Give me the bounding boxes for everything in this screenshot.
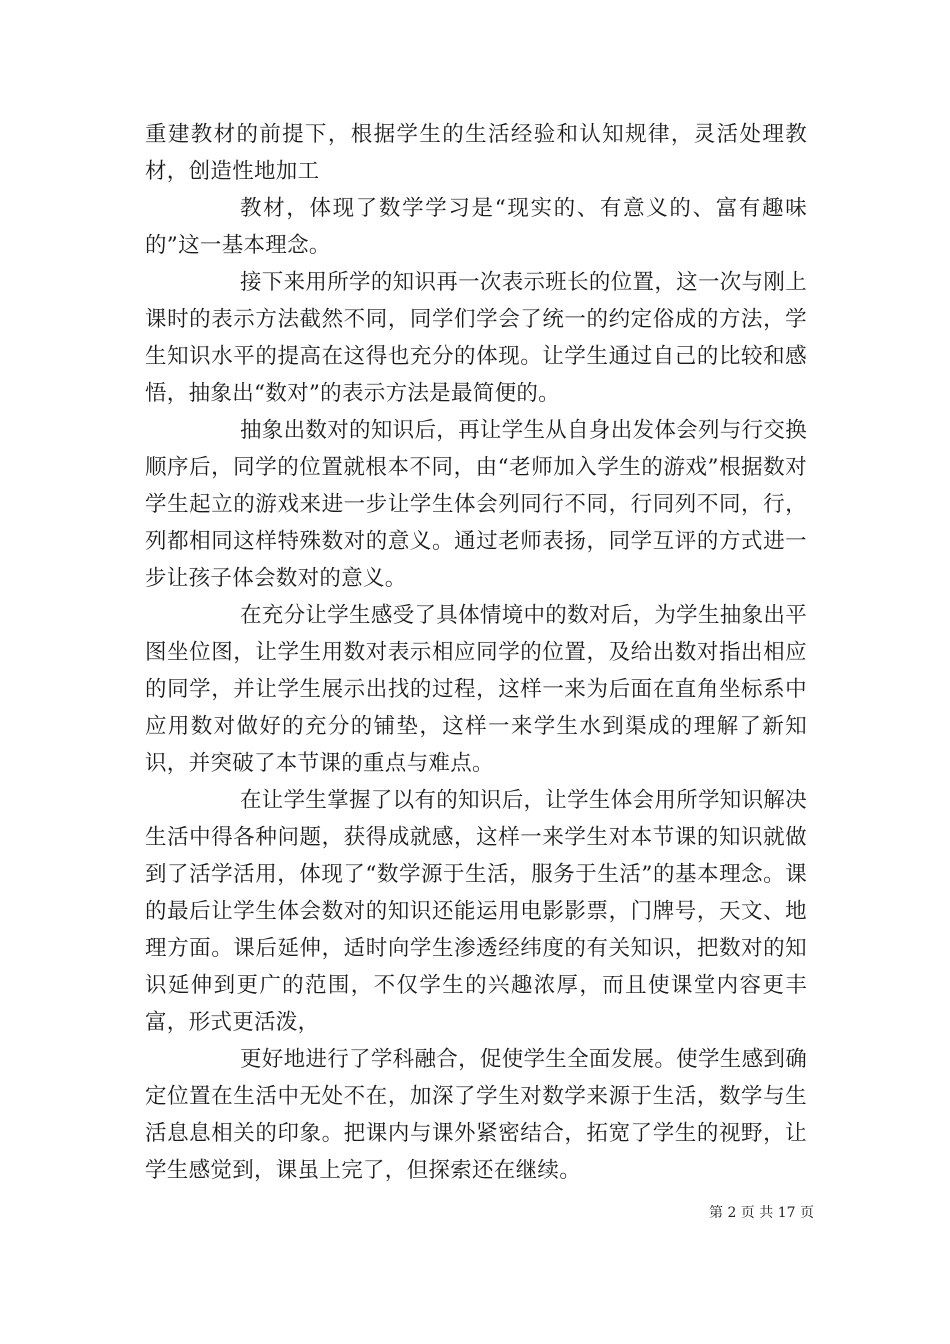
page-number-footer: 第 2 页 共 17 页 — [709, 1205, 814, 1221]
document-body — [145, 116, 807, 1189]
paragraph-7: 更好地进行了学科融合，促使学生全面发展。使学生感到确定位置在生活中无处不在，加深了学生对数学来源于生活，数学与生活息息相关的印象。把课内与课外紧密结合，拓宽了学生的视野，让学生感觉到，课虽上完了，但探索还在继续。 — [145, 1047, 807, 1183]
paragraph-4: 抽象出数对的知识后，再让学生从自身出发体会列与行交换顺序后，同学的位置就根本不同，由“老师加入学生的游戏”根据数对学生起立的游戏来进一步让学生体会列同行不同，行同列不同，行，列都相同这样特殊数对的意义。通过老师表扬，同学互评的方式进一步让孩子体会数对的意义。 — [145, 418, 807, 591]
paragraph-6: 在让学生掌握了以有的知识后，让学生体会用所学知识解决生活中得各种问题，获得成就感，这样一来学生对本节课的知识就做到了活学活用，体现了“数学源于生活，服务于生活”的基本理念。课的最后让学生体会数对的知识还能运用电影影票，门牌号，天文、地理方面。课后延伸，适时向学生渗透经纬度的有关知识，把数对的知识延伸到更广的范围，不仅学生的兴趣浓厚，而且使课堂内容更丰富，形式更活泼， — [145, 788, 807, 1035]
paragraph-2: 教材，体现了数学学习是“现实的、有意义的、富有趣味的”这一基本理念。 — [145, 196, 807, 258]
paragraph-3: 接下来用所学的知识再一次表示班长的位置，这一次与刚上课时的表示方法截然不同，同学们学会了统一的约定俗成的方法，学生知识水平的提高在这得也充分的体现。让学生通过自己的比较和感悟，抽象出“数对”的表示方法是最简便的。 — [145, 270, 807, 406]
paragraph-5: 在充分让学生感受了具体情境中的数对后，为学生抽象出平图坐位图，让学生用数对表示相应同学的位置，及给出数对指出相应的同学，并让学生展示出找的过程，这样一来为后面在直角坐标系中应用数对做好的充分的铺垫，这样一来学生水到渠成的理解了新知识，并突破了本节课的重点与难点。 — [145, 603, 807, 776]
paragraph-1: 重建教材的前提下，根据学生的生活经验和认知规律，灵活处理教材，创造性地加工 — [145, 122, 807, 184]
